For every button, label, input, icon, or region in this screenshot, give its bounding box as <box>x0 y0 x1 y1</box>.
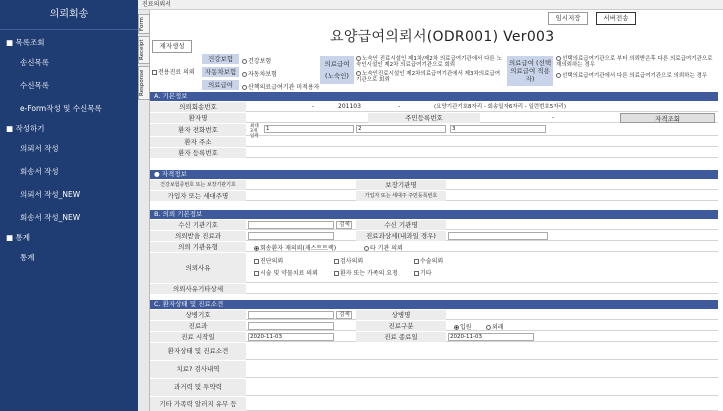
phone-hint: 최대 3개입력 <box>250 124 259 139</box>
type-radio-other[interactable]: 타 기관 의뢰 <box>364 243 403 252</box>
treat-type-outpatient[interactable]: 외래 <box>486 322 504 331</box>
recv-code-label: 수신 기관기호 <box>150 220 246 230</box>
sidebar-menu <box>0 30 138 273</box>
start-date-label: 진료 시작일 <box>150 332 246 342</box>
resident-no-dash: - <box>552 114 555 121</box>
holder-name-label: 가입자 또는 세대주명 <box>150 191 246 201</box>
section-condition: C. 환자상태 및 진료소견 <box>150 300 718 309</box>
homeless-aid-tag: 의료급여 (노숙인) <box>320 56 354 84</box>
sidebar <box>0 0 138 411</box>
select-aid-radio-1[interactable]: 선택의료급여기관으로 부터 의뢰받은후 다른 의료급여기관으로 재의뢰하는 경우 <box>556 56 713 68</box>
disease-code-input[interactable] <box>248 311 334 319</box>
group-stats[interactable]: ■ 통계 <box>6 233 30 242</box>
treat-dept-select[interactable] <box>248 322 334 330</box>
self-check-button[interactable]: 자격조회 <box>620 113 715 123</box>
page-title: 요양급여의뢰서(ODR001) Ver003 <box>330 29 555 45</box>
dept-label: 의뢰받을 진료과 <box>150 231 246 241</box>
dept-sub-select[interactable] <box>448 232 548 240</box>
sidebar-item-return-new[interactable]: 회송서 작성_NEW <box>20 213 81 222</box>
row-dates <box>150 332 718 342</box>
row-registration <box>150 148 718 158</box>
row-treat-dept <box>150 321 718 331</box>
sidebar-item-eform[interactable]: e-Form작성 및 수신목록 <box>20 104 102 113</box>
sidebar-item-referral-new[interactable]: 의뢰서 작성_NEW <box>20 190 81 199</box>
tab-response[interactable]: Response <box>138 66 150 100</box>
insurance-tag: 건강보험 <box>202 54 239 64</box>
phone-field-1[interactable]: 1 <box>264 125 354 133</box>
select-aid-radio-2[interactable]: 선택의료급여기관에서 다른 의료급여기관으로 의뢰하는 경우 <box>556 73 716 79</box>
agency-label: 보장기관명 <box>356 180 446 190</box>
sidebar-item-referral[interactable]: 의뢰서 작성 <box>20 144 59 153</box>
row-patient <box>150 113 718 123</box>
disease-name-label: 상병명 <box>356 310 446 320</box>
section-referral: B. 의뢰 기본정보 <box>150 210 718 219</box>
sensitive-checkbox[interactable]: 전용진료 의뢰 <box>152 67 195 76</box>
auto-insurance-tag: 자동차보험 <box>202 67 239 77</box>
server-send-button[interactable]: 서버전송 <box>596 12 636 25</box>
reason-procedure[interactable]: 시술 및 약물치료 의뢰 <box>254 268 318 277</box>
top-tab-bar <box>138 0 723 10</box>
row-reason-other <box>150 284 718 294</box>
row-recv <box>150 220 718 230</box>
row-dept <box>150 231 718 241</box>
row-state <box>150 343 718 360</box>
phone-field-2[interactable]: 2 <box>356 125 446 133</box>
section-basic: A. 기본정보 <box>150 92 718 101</box>
request-no-label: 의뢰회송번호 <box>150 102 246 112</box>
reason-other-label: 의뢰사유기타상세 <box>150 284 246 294</box>
group-write[interactable]: ■ 작성하기 <box>6 124 45 133</box>
section-qualification: ● 자격정보 <box>150 170 718 179</box>
org-type-label: 의뢰 기관유형 <box>150 242 246 252</box>
group-list[interactable]: ■ 목록조회 <box>6 38 45 47</box>
brand-title: 의뢰회송 <box>0 0 138 30</box>
cert-no-label: 건강보험증번호 또는 보장기관기호 <box>150 180 246 190</box>
reason-other[interactable]: 기타 <box>414 268 432 277</box>
row-request-no <box>150 102 718 112</box>
tab-referral[interactable]: 진료의뢰서 <box>142 1 171 8</box>
recv-name-label: 수신 기관명 <box>356 220 446 230</box>
tab-receipt[interactable]: Receipt <box>138 36 150 64</box>
reason-diag[interactable]: 진단의뢰 <box>254 256 283 265</box>
row-type <box>150 242 718 252</box>
sidebar-item-sent[interactable]: 송신목록 <box>20 58 49 67</box>
address-label: 환자 주소 <box>150 137 246 147</box>
row-history <box>150 379 718 396</box>
patient-name-label: 환자명 <box>150 113 246 123</box>
sidebar-item-stats[interactable]: 통계 <box>20 253 35 262</box>
type-radio-return[interactable]: 회송환자 재의뢰(재스트트랙) <box>254 243 336 252</box>
recv-code-input[interactable] <box>248 221 334 229</box>
row-reason <box>150 253 718 283</box>
ref-lookup-button[interactable]: 제자생성 <box>152 40 192 53</box>
row-cert <box>150 180 718 190</box>
start-date-input[interactable]: 2020-11-03 <box>248 333 334 341</box>
row-treatment <box>150 361 718 378</box>
reason-surgery[interactable]: 수술의뢰 <box>414 256 443 265</box>
phone-label: 환자 전화번호 <box>150 124 246 136</box>
insurance-radio-auto[interactable]: 자동차보험 <box>242 69 277 78</box>
state-label: 환자상태 및 진료소견 <box>150 343 246 360</box>
tab-form[interactable]: Form <box>138 14 150 34</box>
recv-search-button[interactable]: 검색 <box>336 221 352 229</box>
row-disease <box>150 310 718 320</box>
registration-label: 환자 등록번호 <box>150 148 246 158</box>
vertical-tabs <box>138 10 150 411</box>
request-no-hint: (요양기관기호8자리 - 회송일자6자리 - 일련번호5자리) <box>434 104 567 110</box>
request-no-value[interactable]: 201103 <box>338 103 361 110</box>
disease-search-button[interactable]: 검색 <box>336 311 352 319</box>
other-label: 기타 가족력 알러지 유무 등 <box>150 397 246 411</box>
treat-type-inpatient[interactable]: 입원 <box>454 322 472 331</box>
insurance-radio-nursing[interactable]: 산책의료급여기관 미적용자 <box>242 82 319 91</box>
row-holder <box>150 191 718 201</box>
select-aid-tag: 의료급여 (선택의료급여 적용자) <box>507 56 553 86</box>
insurance-radio-health[interactable]: 건강보험 <box>242 56 271 65</box>
treat-type-label: 진료구분 <box>356 321 446 331</box>
dept-select[interactable] <box>248 232 334 240</box>
treatment-label: 치료? 검사내역 <box>150 361 246 378</box>
row-address <box>150 137 718 147</box>
row-phone <box>150 124 718 139</box>
reason-test[interactable]: 검사의뢰 <box>334 256 363 265</box>
request-no-dash-2: - <box>398 103 401 110</box>
reason-family[interactable]: 환자 또는 가족의 요청 <box>334 268 398 277</box>
treat-dept-label: 진료과 <box>150 321 246 331</box>
request-no-dash-1: - <box>312 103 315 110</box>
temp-save-button[interactable]: 임시저장 <box>548 12 588 25</box>
medical-aid-tag: 의료급여 <box>202 80 239 90</box>
end-date-input[interactable]: 2020-11-03 <box>448 333 534 341</box>
sidebar-item-return[interactable]: 회송서 작성 <box>20 167 59 176</box>
holder-id-label: 가입자 또는 세대주 주민등록번호 <box>356 191 446 201</box>
phone-field-3[interactable]: 3 <box>450 125 546 133</box>
dept-sub-label: 진료과상세(내과일 경우) <box>356 231 446 241</box>
row-other <box>150 397 718 411</box>
homeless-radio-1[interactable]: 노숙인 진료시설인 제1차/제2차 의료급여기관에서 다른 노숙인시설인 제2차 의료급여기관으로 회뢰 <box>356 56 502 68</box>
reason-label: 의뢰사유 <box>150 253 246 283</box>
history-label: 과거력 및 투약력 <box>150 379 246 396</box>
disease-code-label: 상병기호 <box>150 310 246 320</box>
sidebar-item-received[interactable]: 수신목록 <box>20 81 49 90</box>
resident-no-label: 주민등록번호 <box>368 113 480 123</box>
end-date-label: 진료 종료일 <box>356 332 446 342</box>
main-form <box>150 10 723 411</box>
homeless-radio-2[interactable]: 노숙인진료시설인 제2차의료급여기관에서 제3차의료급여기관으로 회뢰 <box>356 71 501 83</box>
